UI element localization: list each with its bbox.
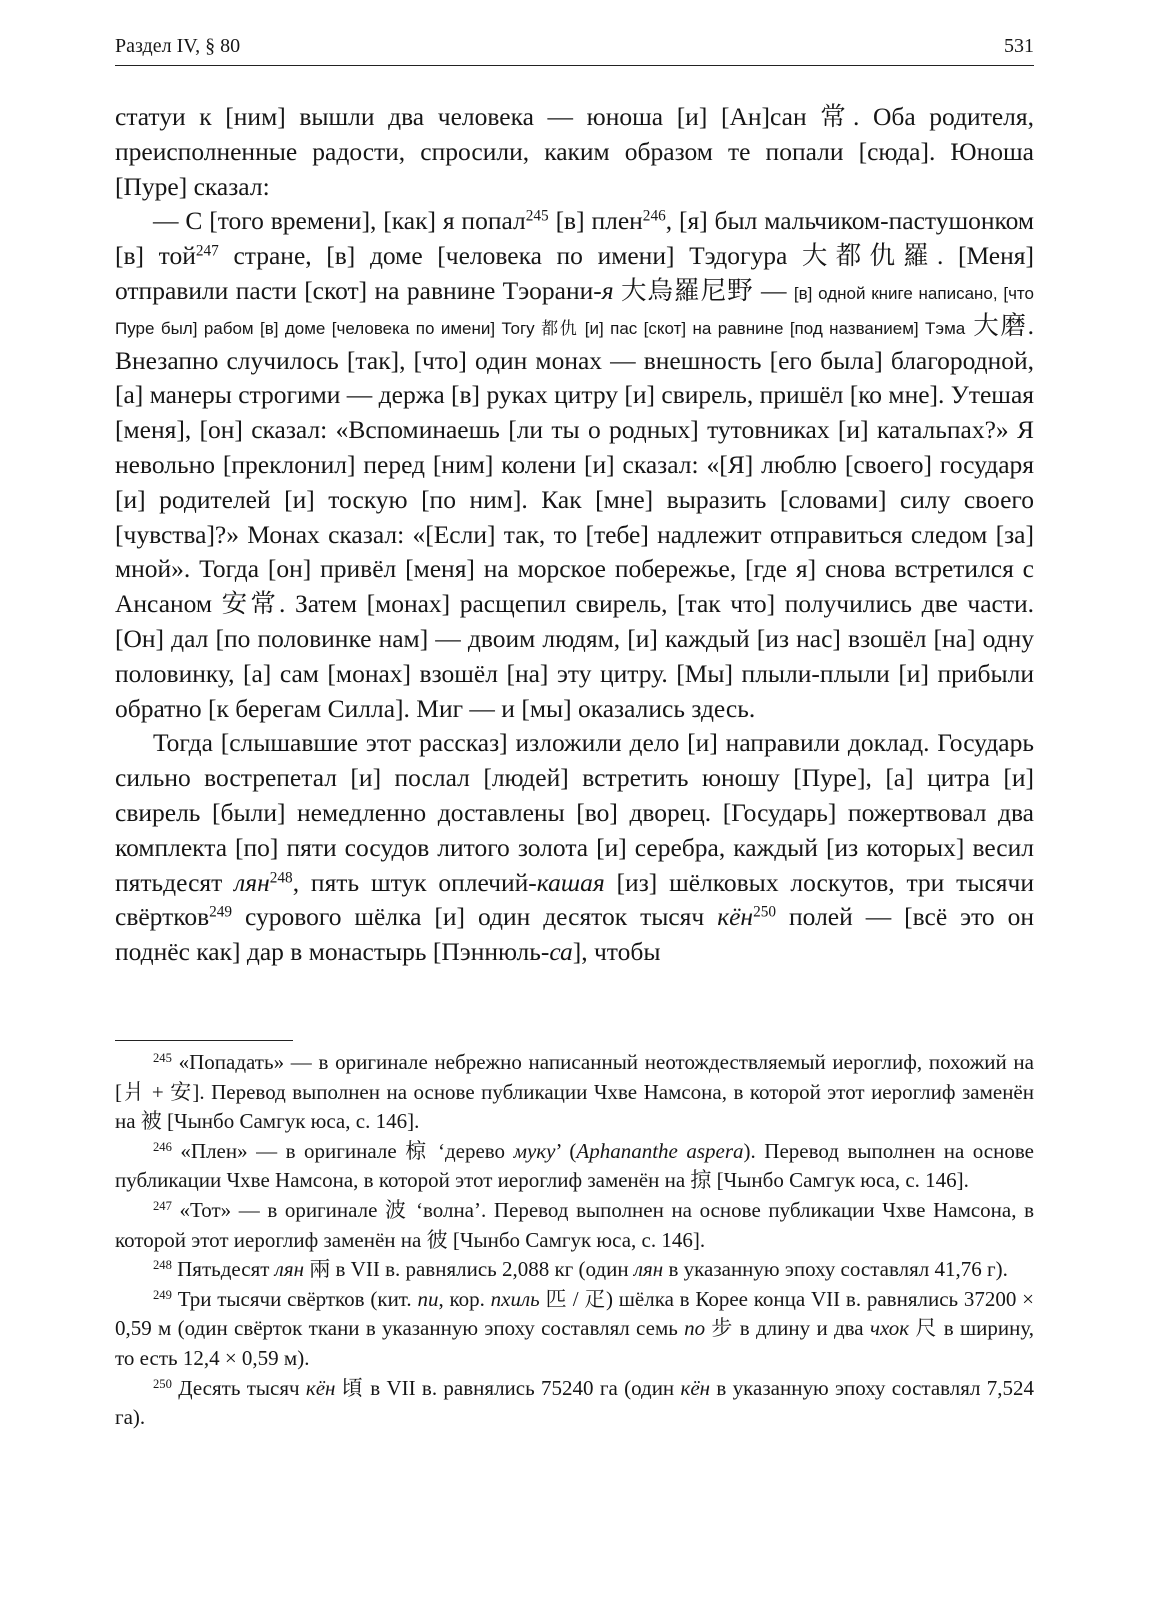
footnote-246: $^{246}$ «Плен» — в оригинале 椋 ‘дерево муку’ (Aphananthe aspera). Перевод выполнен на основе публикации Чхве Намсона, в которой этот иероглиф заменён на 掠 [Чынбо Самгук юса, с. 146]. [115,1138,1034,1193]
section-label: Раздел IV, § 80 [115,35,241,57]
main-text [115,100,1034,970]
paragraph-1: статуи к [ним] вышли два человека — юноша [и] [Ан]сан 常. Оба родителя, преисполненные радости, спросили, каким образом те попали [сюда]. Юноша [Пуре] сказал: [115,102,1034,201]
inline-note: [в] одной книге написано, [что Пуре был] рабом [в] доме [человека по имени] Тогу 都仇 [и] пас [скот] на равнине [под названием] Тэма [115,283,1034,338]
footnote-245: $^{245}$ «Попадать» — в оригинале небрежно написанный неотождествляемый иероглиф, похожий на [爿 + 安]. Перевод выполнен на основе публикации Чхве Намсона, в которой этот иероглиф заменён на 被 [Чынбо Самгук юса, с. 146]. [115,1050,1034,1134]
footnote-ref-246[interactable]: 246 [642,207,666,225]
paragraph-2: — С [того времени], [как] я попал$^{245}$ [в] плен$^{246}$, [я] был мальчиком-пастушонком [в] той$^{247}$ стране, [в] доме [человека по имени] Тэдогура 大都仇羅. [Меня] отправили пасти [скот] на равнине Тэорани-я 大烏羅尼野 — [в] одной книге написано, [что Пуре был] рабом [в] доме [человека по имени] Тогу 都仇 [и] пас [скот] на равнине [под названием] Тэма 大磨. Внезапно случилось [так], [что] один монах — внешность [его была] благородной, [а] манеры строгими — держа [в] руках цитру [и] свирель, пришёл [ко мне]. Утешая [меня], [он] сказал: «Вспоминаешь [ли ты о родных] тутовниках [и] катальпах?» Я невольно [преклонил] перед [ним] колени [и] сказал: «[Я] люблю [своего] государя [и] родителей [и] тоскую [по ним]. Как [мне] выразить [словами] силу своего [чувства]?» Монах сказал: «[Если] так, то [тебе] надлежит отправиться следом [за] мной». Тогда [он] привёл [меня] на морское побережье, [где я] снова встретился с Ансаном 安常. Затем [монах] расщепил свирель, [так что] получились две части. [Он] дал [по половинке нам] — двоим людям, [и] каждый [из нас] взошёл [на] одну половинку, [а] сам [монах] взошёл [на] эту цитру. [Мы] плыли-плыли [и] прибыли обратно [к берегам Силла]. Миг — и [мы] оказались здесь. [115,206,1034,723]
footnote-ref-247[interactable]: 247 [195,242,219,260]
footnote-248: $^{248}$ Пятьдесят лян 兩 в VII в. равнялись 2,088 кг (один лян в указанную эпоху составлял 41,76 г). [153,1257,1008,1282]
footnote-ref-250[interactable]: 250 [753,903,777,921]
footnote-separator [115,1040,293,1041]
running-header [115,35,1034,66]
footnote-ref-245[interactable]: 245 [525,207,549,225]
footnote-ref-248[interactable]: 248 [269,869,293,887]
footnote-250: $^{250}$ Десять тысяч кён 頃 в VII в. равнялись 75240 га (один кён в указанную эпоху составлял 7,524 га). [115,1375,1035,1430]
paragraph-3: Тогда [слышавшие этот рассказ] изложили дело [и] направили доклад. Государь сильно вострепетал [и] послал [людей] встретить юношу [Пуре], [а] цитра [и] свирель [были] немедленно доставлены [во] дворец. [Государь] пожертвовал два комплекта [по] пяти сосудов литого золота [и] серебра, каждый [из которых] весил пятьдесят лян$^{248}$, пять штук оплечий-кашая [из] шёлковых лоскутов, три тысячи свёртков$^{249}$ сурового шёлка [и] один десяток тысяч кён$^{250}$ полей — [всё это он поднёс как] дар в монастырь [Пэннюль-са], чтобы [115,728,1034,967]
page-number: 531 [1004,35,1034,57]
footnote-ref-249[interactable]: 249 [209,903,233,921]
footnote-247: $^{247}$ «Тот» — в оригинале 波 ‘волна’. Перевод выполнен на основе публикации Чхве Намсона, в которой этот иероглиф заменён на 彼 [Чынбо Самгук юса, с. 146]. [115,1198,1034,1252]
footnote-249: $^{249}$ Три тысячи свёртков (кит. пи, кор. пхиль 匹 / 疋) шёлка в Корее конца VII в. равнялись 37200 × 0,59 м (один свёрток ткани в указанную эпоху составлял семь по 步 в длину и два чхок 尺 в ширину, то есть 12,4 × 0,59 м). [115,1286,1035,1371]
footnotes [115,1048,1034,1433]
